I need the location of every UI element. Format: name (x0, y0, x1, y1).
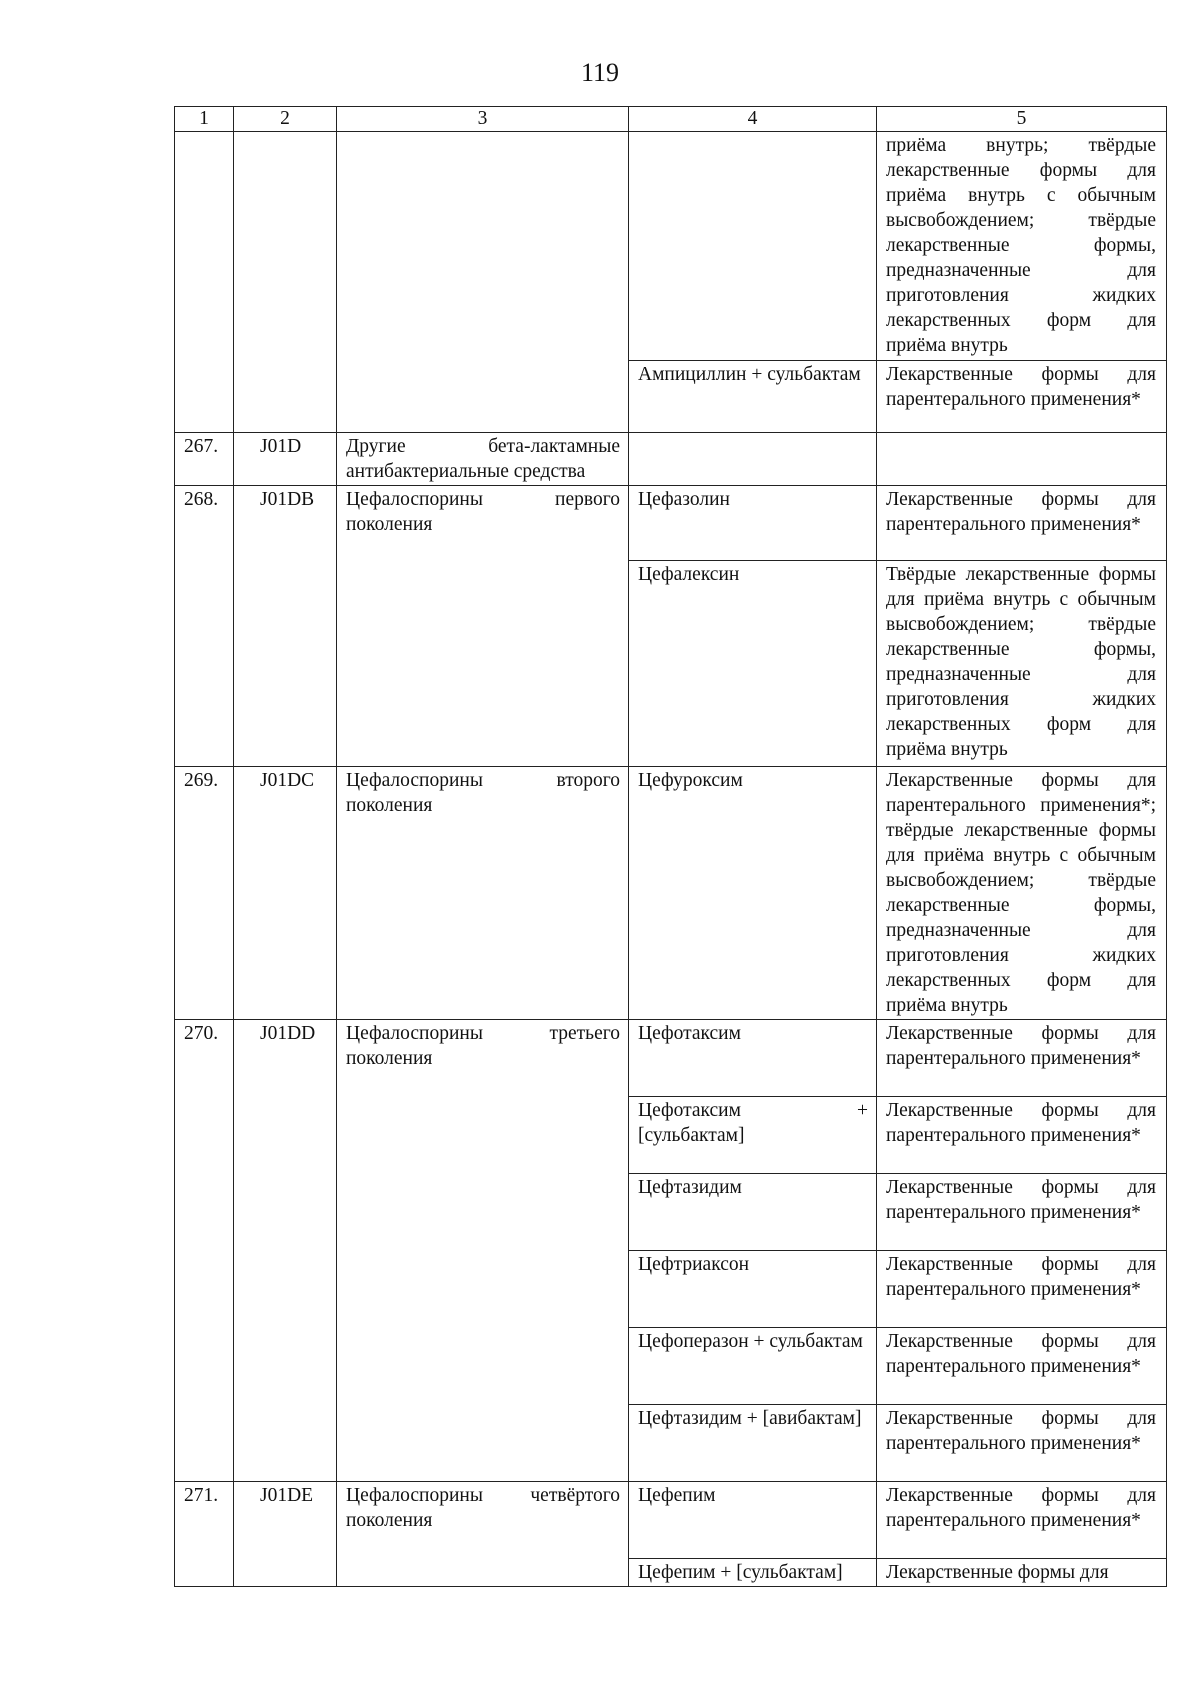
cell-forms (877, 433, 1167, 486)
cell-num: 269. (175, 767, 234, 1020)
cell-group: Цефалоспорины первого поколения (337, 486, 629, 767)
cell-forms: Лекарственные формы для парентерального применения* (877, 1020, 1167, 1097)
cell-drug: Цефепим (629, 1482, 877, 1559)
table-header-row (175, 107, 1167, 132)
cell-group: Цефалоспорины третьего поколения (337, 1020, 629, 1482)
table-row (175, 132, 1167, 361)
cell-forms: Лекарственные формы для парентерального применения* (877, 361, 1167, 433)
header-col-3: 3 (337, 107, 629, 132)
cell-group (337, 132, 629, 433)
header-col-2: 2 (234, 107, 337, 132)
cell-drug: Цефтазидим + [авибактам] (629, 1405, 877, 1482)
cell-forms: Лекарственные формы для парентерального применения* (877, 1482, 1167, 1559)
cell-drug: Ампициллин + сульбактам (629, 361, 877, 433)
cell-drug: Цефтриаксон (629, 1251, 877, 1328)
cell-forms: Лекарственные формы для парентерального применения*; твёрдые лекарственные формы для приёма внутрь с обычным высвобождением; твёрдые лекарственные формы, предназначенные для приготовления жидких лекарственных форм для приёма внутрь (877, 767, 1167, 1020)
header-col-4: 4 (629, 107, 877, 132)
cell-num (175, 132, 234, 433)
cell-drug: Цефотаксим + [сульбактам] (629, 1097, 877, 1174)
cell-code (234, 132, 337, 433)
cell-code: J01D (234, 433, 337, 486)
header-col-1: 1 (175, 107, 234, 132)
cell-forms: Лекарственные формы для парентерального применения* (877, 1251, 1167, 1328)
cell-num: 270. (175, 1020, 234, 1482)
cell-drug (629, 132, 877, 361)
table-row (175, 486, 1167, 561)
cell-forms: приёма внутрь; твёрдые лекарственные формы для приёма внутрь с обычным высвобождением; твёрдые лекарственные формы, предназначенные для приготовления жидких лекарственных форм для приёма внутрь (877, 132, 1167, 361)
cell-forms: Лекарственные формы для парентерального применения* (877, 1328, 1167, 1405)
cell-drug: Цефуроксим (629, 767, 877, 1020)
cell-drug: Цефепим + [сульбактам] (629, 1559, 877, 1587)
cell-code: J01DC (234, 767, 337, 1020)
cell-forms: Лекарственные формы для (877, 1559, 1167, 1587)
cell-code: J01DE (234, 1482, 337, 1587)
table-row (175, 1482, 1167, 1559)
drug-table (174, 106, 1167, 1587)
header-col-5: 5 (877, 107, 1167, 132)
cell-drug (629, 433, 877, 486)
cell-group: Цефалоспорины четвёртого поколения (337, 1482, 629, 1587)
cell-num: 267. (175, 433, 234, 486)
cell-group: Другие бета-лактамные антибактериальные средства (337, 433, 629, 486)
cell-drug: Цефалексин (629, 561, 877, 767)
cell-num: 268. (175, 486, 234, 767)
cell-forms: Лекарственные формы для парентерального применения* (877, 1174, 1167, 1251)
cell-code: J01DD (234, 1020, 337, 1482)
cell-group: Цефалоспорины второго поколения (337, 767, 629, 1020)
table-row (175, 433, 1167, 486)
table-row (175, 767, 1167, 1020)
cell-forms: Лекарственные формы для парентерального применения* (877, 486, 1167, 561)
cell-forms: Твёрдые лекарственные формы для приёма внутрь с обычным высвобождением; твёрдые лекарственные формы, предназначенные для приготовления жидких лекарственных форм для приёма внутрь (877, 561, 1167, 767)
cell-drug: Цефазолин (629, 486, 877, 561)
cell-drug: Цефоперазон + сульбактам (629, 1328, 877, 1405)
cell-forms: Лекарственные формы для парентерального применения* (877, 1097, 1167, 1174)
cell-num: 271. (175, 1482, 234, 1587)
cell-forms: Лекарственные формы для парентерального применения* (877, 1405, 1167, 1482)
cell-drug: Цефтазидим (629, 1174, 877, 1251)
cell-code: J01DB (234, 486, 337, 767)
page-number: 119 (580, 58, 620, 87)
table-row (175, 1020, 1167, 1097)
cell-drug: Цефотаксим (629, 1020, 877, 1097)
